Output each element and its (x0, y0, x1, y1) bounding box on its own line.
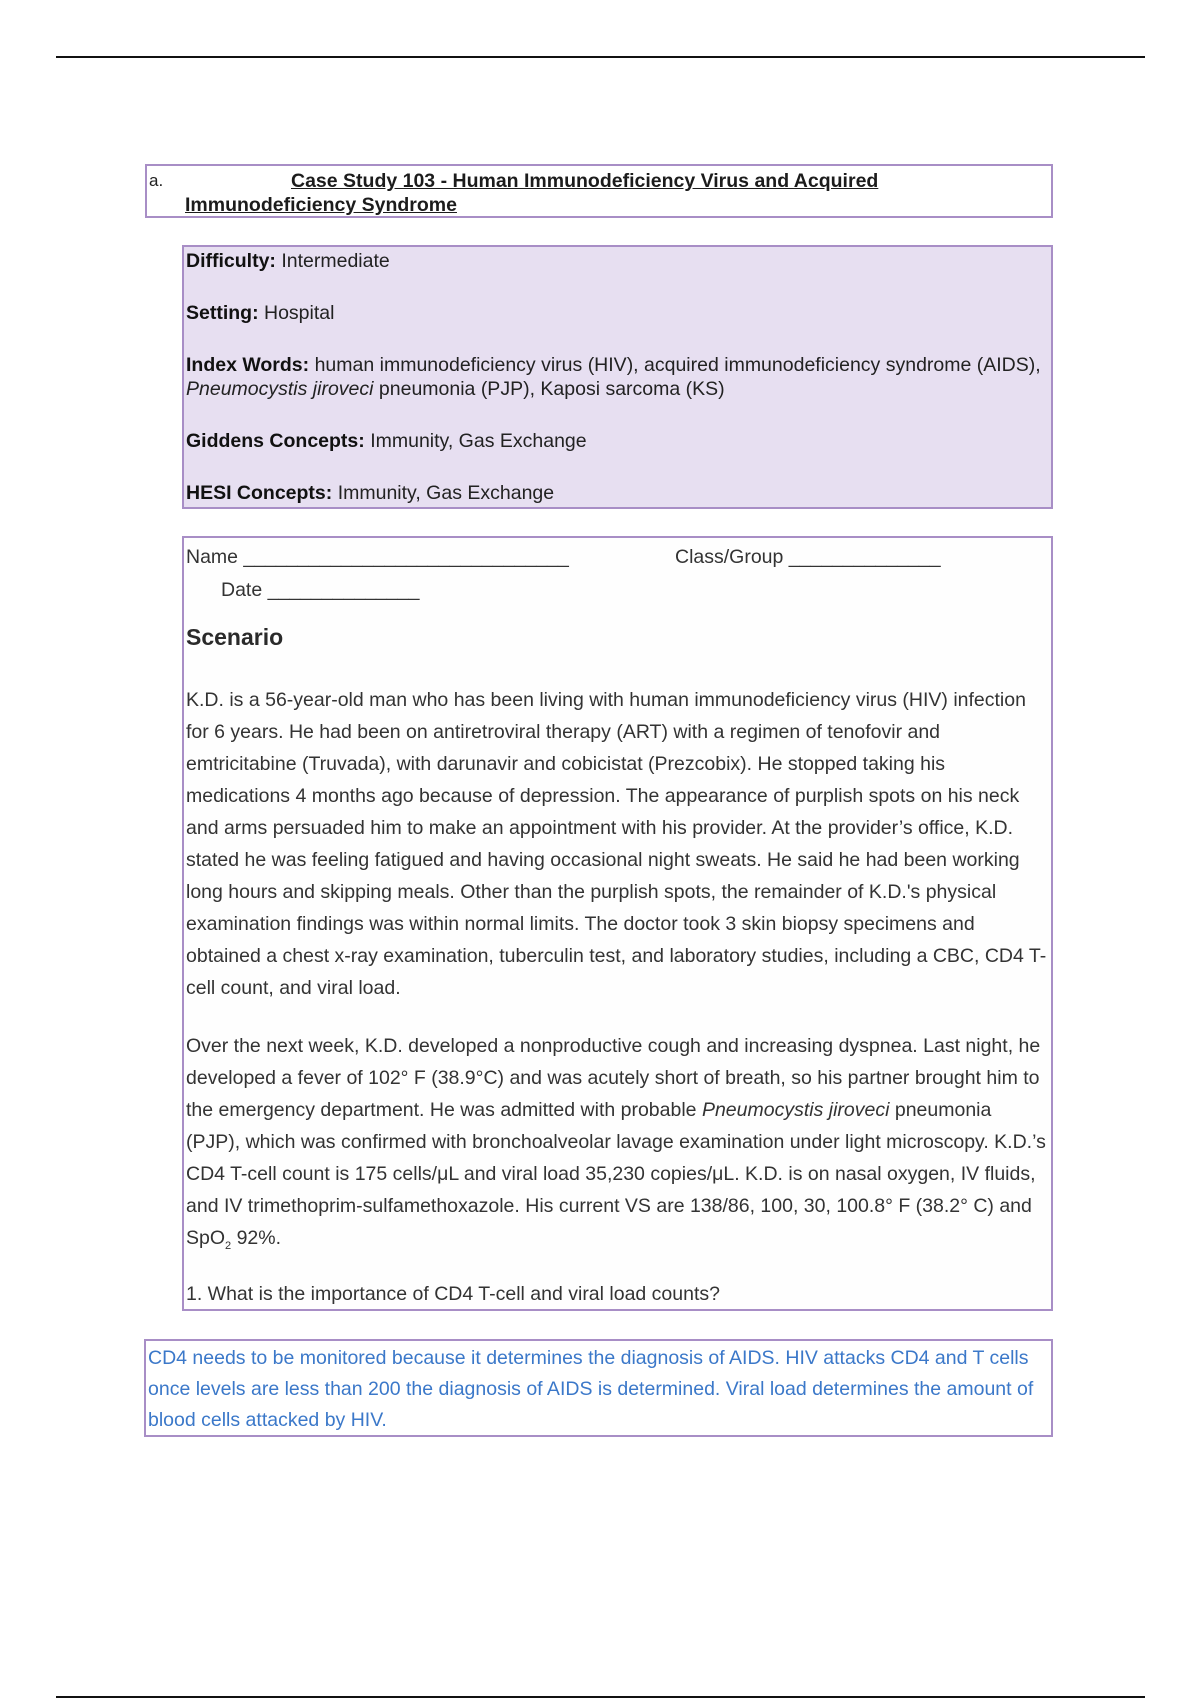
title-box (145, 164, 1053, 218)
giddens-row (186, 429, 1046, 453)
index-words-label: Index Words: (186, 354, 310, 376)
date-field[interactable]: Date ______________ (221, 579, 420, 601)
answer-text: CD4 needs to be monitored because it determines the diagnosis of AIDS. HIV attacks CD4 and T cells once levels are less than 200 the diagnosis of AIDS is determined. Viral load determines the amount of blood cells attacked by HIV. (148, 1347, 1034, 1431)
class-group-field[interactable]: Class/Group ______________ (675, 546, 941, 568)
hesi-value: Immunity, Gas Exchange (337, 482, 555, 504)
paragraph-2-part-a: Over the next week, K.D. developed a nonproductive cough and increasing dyspnea. Last night, he developed a fever of 102° F (38.9°C) and was acutely short of breath, so his partner brought him to the emergency department. He was admitted with probable (186, 1035, 1041, 1121)
page-bottom-rule (56, 1696, 1145, 1698)
index-words-part2: pneumonia (PJP), Kaposi sarcoma (KS) (378, 378, 725, 400)
difficulty-row (186, 249, 1046, 273)
scenario-heading: Scenario (186, 624, 284, 650)
hesi-row (186, 481, 1046, 505)
metadata-box (182, 245, 1053, 509)
scenario-paragraph-2 (186, 1030, 1050, 1262)
setting-value: Hospital (264, 302, 335, 324)
answer-box (144, 1339, 1053, 1437)
index-words-row (186, 353, 1046, 401)
case-study-title: Case Study 103 - Human Immunodeficiency Virus and Acquired Immunodeficiency Syndrome (185, 170, 879, 216)
question-1: 1. What is the importance of CD4 T-cell and viral load counts? (186, 1283, 720, 1305)
scenario-box (182, 536, 1053, 1311)
list-marker: a. (149, 171, 164, 190)
giddens-value: Immunity, Gas Exchange (370, 430, 587, 452)
giddens-label: Giddens Concepts: (186, 430, 365, 452)
hesi-label: HESI Concepts: (186, 482, 333, 504)
paragraph-2-part-c: 92%. (236, 1227, 282, 1249)
difficulty-label: Difficulty: (186, 250, 276, 272)
index-words-part1: human immunodeficiency virus (HIV), acquired immunodeficiency syndrome (AIDS), (314, 354, 1041, 376)
page-top-rule (56, 56, 1145, 58)
paragraph-2-part-b: pneumonia (PJP), which was confirmed with bronchoalveolar lavage examination under light microscopy. K.D.’s CD4 T-cell count is 175 cells/μL and viral load 35,230 copies/μL. K.D. is on nasal oxygen, IV fluids, and IV trimethoprim-sulfamethoxazole. His current VS are 138/86, 100, 30, 100.8° F (38.2° C) and SpO (186, 1099, 1046, 1249)
spo2-subscript: 2 (225, 1239, 232, 1252)
scenario-paragraph-1: K.D. is a 56-year-old man who has been living with human immunodeficiency virus (HIV) infection for 6 years. He had been on antiretroviral therapy (ART) with a regimen of tenofovir and emtricitabine (Truvada), with darunavir and cobicistat (Prezcobix). He stopped taking his medications 4 months ago because of depression. The appearance of purplish spots on his neck and arms persuaded him to make an appointment with his provider. At the provider’s office, K.D. stated he was feeling fatigued and having occasional night sweats. He said he had been working long hours and skipping meals. Other than the purplish spots, the remainder of K.D.'s physical examination findings was within normal limits. The doctor took 3 skin biopsy specimens and obtained a chest x-ray examination, tuberculin test, and laboratory studies, including a CBC, CD4 T-cell count, and viral load. (186, 689, 1047, 999)
difficulty-value: Intermediate (281, 250, 390, 272)
name-field[interactable]: Name ______________________________ (186, 546, 569, 568)
setting-row (186, 301, 1046, 325)
paragraph-2-italic: Pneumocystis jiroveci (701, 1099, 890, 1121)
setting-label: Setting: (186, 302, 259, 324)
index-words-italic: Pneumocystis jiroveci (186, 378, 374, 400)
